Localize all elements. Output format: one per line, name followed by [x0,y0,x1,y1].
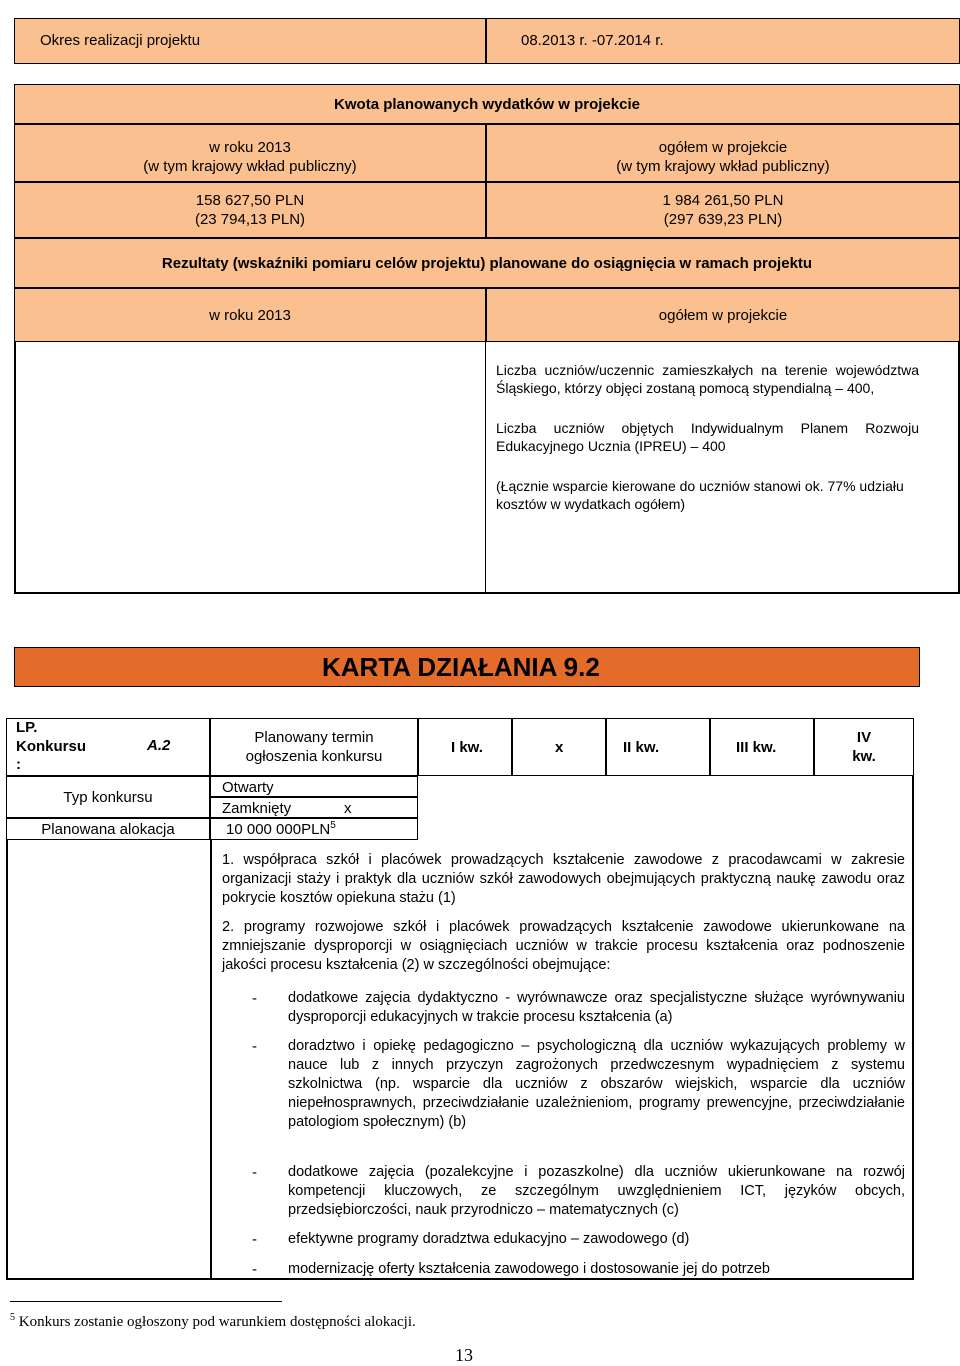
period-value: 08.2013 r. -07.2014 r. [521,32,664,49]
allocation-label: Planowana alokacja [41,820,175,838]
allocation-footnote-ref: 5 [330,820,336,831]
lp-label-line1: LP. [16,719,38,736]
results-year-empty-cell [14,342,486,594]
total-cost-header-line1: ogółem w projekcie [658,139,788,156]
card-left-empty-column [6,840,212,1280]
year2013-amount-cell [14,182,486,238]
results-year-label: w roku 2013 [14,288,486,342]
planned-term-cell [210,718,418,776]
allocation-amount: 10 000 000PLN [226,821,331,838]
card-right-border [912,776,914,1280]
quarter-1-label: I kw. [451,739,483,756]
footnote-rule [10,1301,282,1302]
planned-term-line2: ogłoszenia konkursu [245,748,383,765]
quarter-4-line1: IV [856,729,872,746]
scope-paragraph-2: 2. programy rozwojowe szkół i placówek prowadzących kształcenie zawodowe ukierunkowane na zmniejszanie dysproporcji w osiągnięciach uczniów w trakcie procesu kształcenia oraz podnoszenie jakości procesu kształcenia (2) w szczególności obejmujące: [222,919,905,973]
quarter-4-line2: kw. [852,748,876,765]
quarter-4-cell [814,718,914,776]
total-amount-cell [486,182,960,238]
footnote-number: 5 [10,1312,15,1323]
type-closed-mark: x [344,800,352,817]
lp-label-line3: : [16,756,21,773]
bullet-dash-a: - [252,990,257,1007]
period-label: Okres realizacji projektu [40,32,201,49]
planned-term-line1: Planowany termin [254,729,374,746]
bullet-dash-b: - [252,1038,257,1055]
competition-code: A.2 [147,737,171,754]
total-cost-header-line2: (w tym krajowy wkład publiczny) [616,158,830,175]
lp-label-line2: Konkursu [16,738,87,755]
year2013-cost-header-cell [14,124,486,182]
year2013-amount: 158 627,50 PLN [195,192,305,209]
footnote-text: Konkurs zostanie ogłoszony pod warunkiem dostępności alokacji. [18,1314,416,1330]
bullet-c: dodatkowe zajęcia (pozalekcyjne i pozaszkolne) dla uczniów ukierunkowane na rozwój kompetencji kluczowych, ze szczególnym uwzględnieniem ICT, języków obcych, przedsiębiorczości, nauk przyrodniczo – matematycznych (c) [288,1164,905,1218]
allocation-value [226,820,336,839]
results-total-label: ogółem w projekcie [486,288,960,342]
bullet-e: modernizację oferty kształcenia zawodowego i dostosowanie jej do potrzeb [288,1261,770,1277]
quarter-1-mark: x [555,739,564,756]
type-open: Otwarty [222,779,274,796]
results-text-2: Liczba uczniów objętych Indywidualnym Planem Rozwoju Edukacyjnego Ucznia (IPREU) – 400 [496,420,919,454]
total-amount: 1 984 261,50 PLN [662,192,784,209]
results-text-1: Liczba uczniów/uczennic zamieszkałych na terenie województwa Śląskiego, którzy objęci zostaną pomocą stypendialną – 400, [496,362,919,396]
results-header: Rezultaty (wskaźniki pomiaru celów projektu) planowane do osiągnięcia w ramach projektu [14,238,960,288]
page-number: 13 [455,1345,473,1365]
bullet-dash-d: - [252,1231,257,1248]
total-national: (297 639,23 PLN) [663,211,783,228]
type-label-cell [6,776,210,818]
bullet-b: doradztwo i opiekę pedagogiczno – psychologiczną dla uczniów wykazujących problemy w nauce lub z innych przyczyn zagrożonych przedwczesnym wypadnięciem z systemu szkolnictwa (np. wsparcie dla uczniów z obszarów wiejskich, wsparcie dla uczniów niepełnosprawnych, przeciwdziałanie uzależnieniom, programy prewencyjne, przeciwdziałanie patologiom społecznym) (b) [288,1038,905,1130]
type-label: Typ konkursu [63,788,153,806]
bullet-a: dodatkowe zajęcia dydaktyczno - wyrównawcze oraz specjalistyczne służące wyrównywaniu dysproporcji edukacyjnych w trakcie procesu kształcenia (a) [288,990,905,1025]
card-title: KARTA DZIAŁANIA 9.2 [322,652,600,682]
quarter-3-label: III kw. [736,739,777,756]
type-closed: Zamknięty [222,800,292,817]
bullet-dash-c: - [252,1164,257,1181]
year2013-national: (23 794,13 PLN) [194,211,306,228]
quarter-2-label: II kw. [623,739,660,756]
scope-paragraph-1: 1. współpraca szkół i placówek prowadzących kształcenie zawodowe z pracodawcami w zakresie organizacji staży i praktyk dla uczniów szkół zawodowych obejmujących praktyczną naukę zawodu oraz pokrycie kosztów opiekuna stażu (1) [222,852,905,906]
bullet-dash-e: - [252,1261,257,1278]
costs-header: Kwota planowanych wydatków w projekcie [14,84,960,124]
total-cost-header-cell [486,124,960,182]
year2013-cost-header-line1: w roku 2013 [209,139,291,156]
allocation-label-cell [6,818,210,840]
results-text-3: (Łącznie wsparcie kierowane do uczniów stanowi ok. 77% udziału kosztów w wydatkach ogółem) [496,478,904,512]
footnote [10,1308,416,1332]
bullet-d: efektywne programy doradztwa edukacyjno – zawodowego (d) [288,1231,690,1247]
year2013-cost-header-line2: (w tym krajowy wkład publiczny) [143,158,357,175]
